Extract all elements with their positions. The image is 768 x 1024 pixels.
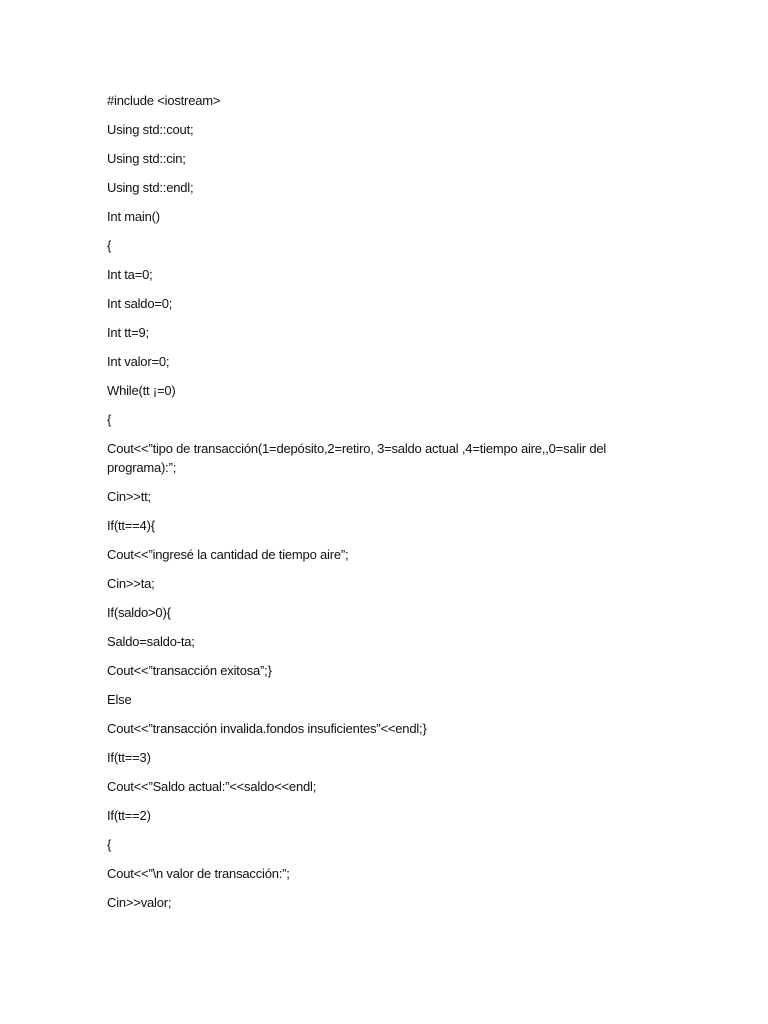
code-line: {: [107, 837, 112, 852]
code-line: Else: [107, 692, 132, 707]
code-line: Cout<<”transacción invalida.fondos insuficientes”<<endl;}: [107, 721, 427, 736]
code-line: Cout<<”transacción exitosa”;}: [107, 663, 272, 678]
code-line: {: [107, 412, 112, 427]
code-line: Int main(): [107, 209, 160, 224]
code-line: Cout<<”Saldo actual:”<<saldo<<endl;: [107, 779, 317, 794]
code-line: Int ta=0;: [107, 267, 153, 282]
code-line: Int tt=9;: [107, 325, 149, 340]
code-line: Saldo=saldo-ta;: [107, 634, 195, 649]
code-line: Using std::cin;: [107, 151, 186, 166]
code-line: Int saldo=0;: [107, 296, 173, 311]
code-line: Using std::endl;: [107, 180, 194, 195]
code-line: Using std::cout;: [107, 122, 194, 137]
code-line: Cout<<”\n valor de transacción:”;: [107, 866, 290, 881]
code-line: Cin>>tt;: [107, 489, 151, 504]
code-line: If(saldo>0){: [107, 605, 171, 620]
code-line: While(tt ¡=0): [107, 383, 176, 398]
code-line: Cin>>ta;: [107, 576, 155, 591]
code-line: Cout<<”ingresé la cantidad de tiempo aire”;: [107, 547, 349, 562]
code-line: If(tt==3): [107, 750, 151, 765]
code-line: If(tt==4){: [107, 518, 155, 533]
code-line: If(tt==2): [107, 808, 151, 823]
code-line: Cout<<”tipo de transacción(1=depósito,2=retiro, 3=saldo actual ,4=tiempo aire,,0=salir del programa):”;: [107, 441, 610, 475]
code-line: {: [107, 238, 112, 253]
code-line: Int valor=0;: [107, 354, 170, 369]
code-listing: [107, 91, 627, 922]
code-line: #include <iostream>: [107, 93, 221, 108]
code-line: Cin>>valor;: [107, 895, 172, 910]
